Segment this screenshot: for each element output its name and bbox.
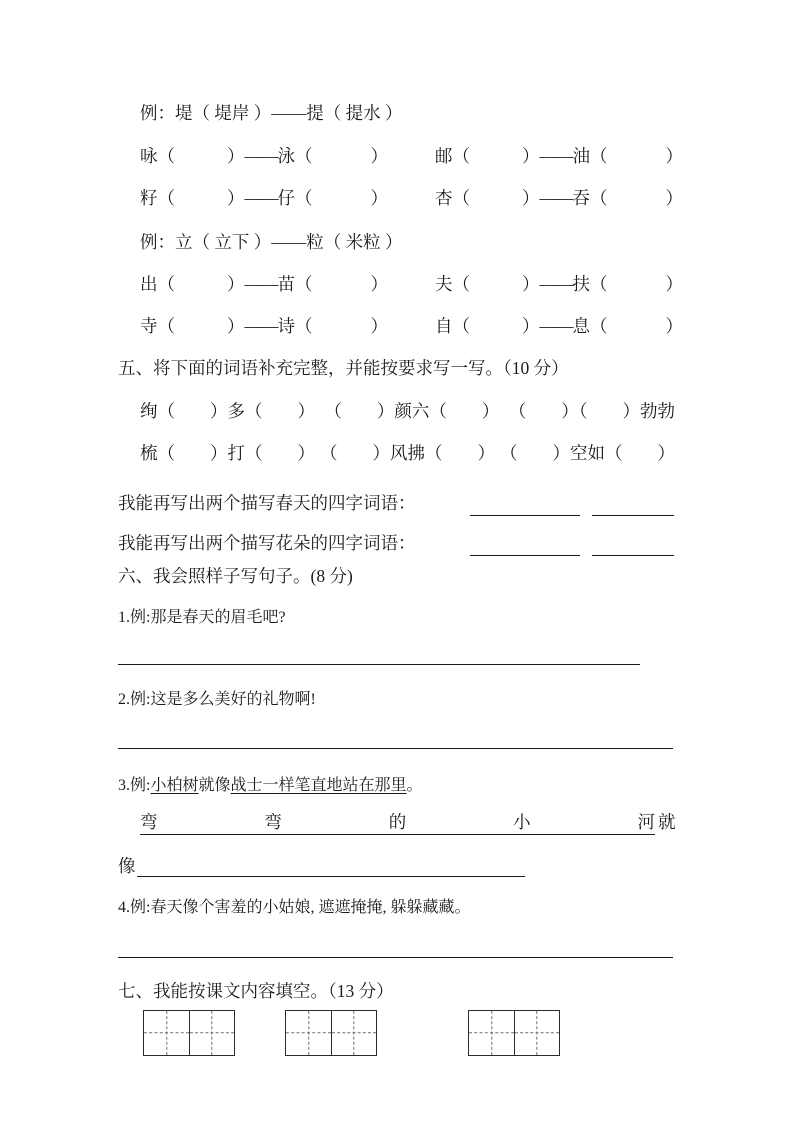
item-4-sentence: 春天像个害羞的小姑娘, 遮遮掩掩, 躲躲藏藏。 — [150, 899, 471, 916]
pair-char-2b: 仔 — [277, 188, 295, 208]
item-3-part-4: 。 — [406, 777, 423, 794]
pair-cell-right-3: 夫（ ）——扶（ ） — [435, 274, 683, 294]
flower-words-prompt-label: 我能再写出两个描写花朵的四字词语： — [118, 533, 416, 553]
idiom-1-2: （ ）颜六（ ） — [324, 401, 500, 421]
sentence-item-4 — [118, 900, 470, 916]
item-3-part-1: 小柏树 — [150, 777, 199, 794]
fill-char-4: 小 — [513, 812, 531, 832]
flower-words-blank-1[interactable] — [470, 555, 580, 556]
pair-char-1c: 邮 — [435, 146, 453, 166]
answer-line-1[interactable] — [118, 664, 640, 665]
pair-char-2a: 籽 — [140, 188, 158, 208]
tianzige-grid-1[interactable] — [143, 1010, 235, 1056]
tianzige-cell[interactable] — [514, 1011, 559, 1055]
spring-words-blank-2[interactable] — [592, 515, 674, 516]
tianzige-grid-3[interactable] — [468, 1010, 560, 1056]
fill-tail-char: 就 — [658, 812, 676, 832]
fill-char-2: 弯 — [264, 812, 282, 832]
pair-cell-left-3: 出（ ）——苗（ ） — [140, 274, 388, 294]
pair-cell-right-2: 杏（ ）——吞（ ） — [435, 188, 683, 208]
idiom-1-3: （ ）（ ）勃勃 — [508, 401, 675, 421]
spring-words-prompt-label: 我能再写出两个描写春天的四字词语： — [118, 493, 416, 513]
fill-phrase-underlined[interactable] — [140, 814, 655, 835]
spring-words-blank-1[interactable] — [470, 515, 580, 516]
pair-char-3b: 苗 — [277, 274, 295, 294]
pair-char-1a: 咏 — [140, 146, 158, 166]
pair-cell-left-1: 咏（ ）——泳（ ） — [140, 146, 388, 166]
pair-char-4b: 诗 — [277, 316, 295, 336]
pair-char-3c: 夫 — [435, 274, 453, 294]
item-1-sentence: 那是春天的眉毛吧? — [150, 609, 286, 626]
idiom-2-2: （ ）风拂（ ） — [320, 443, 495, 463]
item-3-number: 3. — [118, 777, 130, 794]
pair-row-2 — [140, 188, 683, 208]
flower-words-blank-2[interactable] — [592, 555, 674, 556]
pair-char-4d: 息 — [572, 316, 590, 336]
answer-line-2[interactable] — [118, 748, 673, 749]
item-2-sentence: 这是多么美好的礼物啊! — [150, 691, 316, 708]
tianzige-cell[interactable] — [331, 1011, 376, 1055]
pair-cell-left-4: 寺（ ）——诗（ ） — [140, 316, 388, 336]
answer-line-3[interactable] — [137, 876, 525, 877]
item-1-number: 1. — [118, 609, 130, 626]
pair-char-3d: 扶 — [572, 274, 590, 294]
item-3-prefix: 例: — [130, 777, 151, 794]
pair-char-2d: 吞 — [572, 188, 590, 208]
tianzige-cell[interactable] — [144, 1011, 189, 1055]
pair-cell-left-2: 籽（ ）——仔（ ） — [140, 188, 388, 208]
fill-char-5: 河 — [637, 812, 655, 832]
pair-row-1 — [140, 146, 683, 166]
example-line-group1: 例：堤（ 堤岸 ）——提（ 提水 ） — [140, 103, 403, 123]
idiom-row-1 — [140, 403, 675, 421]
sentence-item-1 — [118, 610, 286, 626]
pair-cell-right-4: 自（ ）——息（ ） — [435, 316, 683, 336]
pair-char-1b: 泳 — [277, 146, 295, 166]
pair-char-4a: 寺 — [140, 316, 158, 336]
idiom-2-3: （ ）空如（ ） — [500, 443, 675, 463]
item-1-prefix: 例: — [130, 609, 151, 626]
pair-row-4 — [140, 316, 683, 336]
section-six-heading: 六、我会照样子写句子。(8 分) — [118, 566, 353, 586]
fill-second-line-prefix: 像 — [118, 856, 136, 876]
item-2-prefix: 例: — [130, 691, 151, 708]
tianzige-cell[interactable] — [469, 1011, 514, 1055]
sentence-item-3 — [118, 778, 423, 794]
fill-char-3: 的 — [388, 812, 407, 832]
pair-char-4c: 自 — [435, 316, 453, 336]
pair-cell-right-1: 邮（ ）——油（ ） — [435, 146, 683, 166]
item-4-number: 4. — [118, 899, 130, 916]
pair-char-3a: 出 — [140, 274, 158, 294]
idiom-1-1: 绚（ ）多（ ） — [140, 401, 315, 421]
pair-char-1d: 油 — [572, 146, 590, 166]
sentence-item-2 — [118, 692, 316, 708]
item-3-part-3: 战士一样笔直地站在那里 — [230, 777, 407, 794]
answer-line-4[interactable] — [118, 957, 673, 958]
item-4-prefix: 例: — [130, 899, 151, 916]
tianzige-grid-2[interactable] — [285, 1010, 377, 1056]
section-seven-heading: 七、我能按课文内容填空。（13 分） — [118, 981, 394, 1001]
section-five-heading: 五、将下面的词语补充完整，并能按要求写一写。（10 分） — [118, 358, 569, 378]
pair-row-3 — [140, 274, 683, 294]
tianzige-cell[interactable] — [189, 1011, 234, 1055]
item-3-part-2: 就像 — [198, 777, 231, 794]
example-line-group2: 例：立（ 立下 ）——粒（ 米粒 ） — [140, 232, 403, 252]
item-2-number: 2. — [118, 691, 130, 708]
fill-char-1: 弯 — [140, 812, 158, 832]
tianzige-cell[interactable] — [286, 1011, 331, 1055]
idiom-row-2 — [140, 445, 675, 463]
idiom-2-1: 梳（ ）打（ ） — [140, 443, 315, 463]
pair-char-2c: 杏 — [435, 188, 453, 208]
